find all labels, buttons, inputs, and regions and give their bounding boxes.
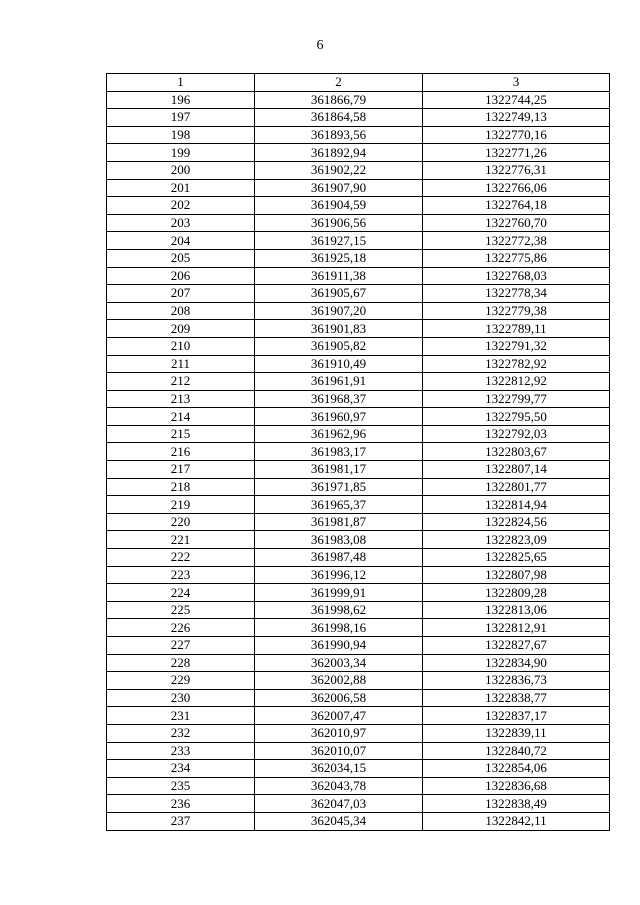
point-number-cell: 221 [107, 531, 255, 549]
x-coordinate-cell: 362010,07 [255, 742, 423, 760]
point-number-cell: 219 [107, 496, 255, 514]
x-coordinate-cell: 361866,79 [255, 91, 423, 109]
x-coordinate-cell: 362034,15 [255, 760, 423, 778]
y-coordinate-cell: 1322834,90 [423, 654, 610, 672]
x-coordinate-cell: 362045,34 [255, 812, 423, 830]
x-coordinate-cell: 361960,97 [255, 408, 423, 426]
table-row [107, 549, 610, 567]
page-number: 6 [316, 38, 324, 53]
y-coordinate-cell: 1322799,77 [423, 390, 610, 408]
x-coordinate-cell: 361906,56 [255, 214, 423, 232]
table-row [107, 355, 610, 373]
table-row [107, 109, 610, 127]
point-number-cell: 233 [107, 742, 255, 760]
table-row [107, 496, 610, 514]
y-coordinate-cell: 1322789,11 [423, 320, 610, 338]
table-row [107, 267, 610, 285]
table-row [107, 707, 610, 725]
table-body [107, 74, 610, 831]
x-coordinate-cell: 362003,34 [255, 654, 423, 672]
point-number-cell: 222 [107, 549, 255, 567]
point-number-cell: 224 [107, 584, 255, 602]
x-coordinate-cell: 361998,62 [255, 601, 423, 619]
x-coordinate-cell: 361925,18 [255, 249, 423, 267]
point-number-cell: 223 [107, 566, 255, 584]
x-coordinate-cell: 361990,94 [255, 637, 423, 655]
table-row [107, 760, 610, 778]
table-row [107, 408, 610, 426]
y-coordinate-cell: 1322809,28 [423, 584, 610, 602]
y-coordinate-cell: 1322812,91 [423, 619, 610, 637]
point-number-cell: 231 [107, 707, 255, 725]
x-coordinate-cell: 362006,58 [255, 689, 423, 707]
point-number-cell: 196 [107, 91, 255, 109]
x-coordinate-cell: 361904,59 [255, 197, 423, 215]
y-coordinate-cell: 1322836,73 [423, 672, 610, 690]
x-coordinate-cell: 361864,58 [255, 109, 423, 127]
point-number-cell: 232 [107, 724, 255, 742]
table-row [107, 689, 610, 707]
table-row [107, 724, 610, 742]
table-row [107, 320, 610, 338]
point-number-cell: 213 [107, 390, 255, 408]
y-coordinate-cell: 1322801,77 [423, 478, 610, 496]
point-number-cell: 208 [107, 302, 255, 320]
table-row [107, 91, 610, 109]
point-number-cell: 226 [107, 619, 255, 637]
table-row [107, 566, 610, 584]
point-number-cell: 209 [107, 320, 255, 338]
y-coordinate-cell: 1322814,94 [423, 496, 610, 514]
coordinates-table [106, 73, 610, 831]
x-coordinate-cell: 361987,48 [255, 549, 423, 567]
point-number-cell: 218 [107, 478, 255, 496]
point-number-cell: 203 [107, 214, 255, 232]
point-number-cell: 225 [107, 601, 255, 619]
y-coordinate-cell: 1322771,26 [423, 144, 610, 162]
table-row [107, 126, 610, 144]
point-number-cell: 229 [107, 672, 255, 690]
y-coordinate-cell: 1322836,68 [423, 777, 610, 795]
y-coordinate-cell: 1322795,50 [423, 408, 610, 426]
table-row [107, 390, 610, 408]
x-coordinate-cell: 361927,15 [255, 232, 423, 250]
point-number-cell: 230 [107, 689, 255, 707]
point-number-cell: 199 [107, 144, 255, 162]
point-number-cell: 201 [107, 179, 255, 197]
x-coordinate-cell: 361911,38 [255, 267, 423, 285]
point-number-cell: 216 [107, 443, 255, 461]
x-coordinate-cell: 362007,47 [255, 707, 423, 725]
point-number-cell: 198 [107, 126, 255, 144]
x-coordinate-cell: 361961,91 [255, 373, 423, 391]
point-number-cell: 220 [107, 513, 255, 531]
table-row [107, 373, 610, 391]
x-coordinate-cell: 361901,83 [255, 320, 423, 338]
table-row [107, 812, 610, 830]
table-row [107, 144, 610, 162]
table-row [107, 584, 610, 602]
table-row [107, 285, 610, 303]
x-coordinate-cell: 361907,20 [255, 302, 423, 320]
x-coordinate-cell: 361998,16 [255, 619, 423, 637]
y-coordinate-cell: 1322813,06 [423, 601, 610, 619]
x-coordinate-cell: 361983,17 [255, 443, 423, 461]
y-coordinate-cell: 1322791,32 [423, 337, 610, 355]
x-coordinate-cell: 362002,88 [255, 672, 423, 690]
y-coordinate-cell: 1322760,70 [423, 214, 610, 232]
y-coordinate-cell: 1322766,06 [423, 179, 610, 197]
point-number-cell: 211 [107, 355, 255, 373]
y-coordinate-cell: 1322778,34 [423, 285, 610, 303]
point-number-cell: 205 [107, 249, 255, 267]
point-number-cell: 214 [107, 408, 255, 426]
x-coordinate-cell: 362010,97 [255, 724, 423, 742]
y-coordinate-cell: 1322782,92 [423, 355, 610, 373]
point-number-cell: 200 [107, 161, 255, 179]
y-coordinate-cell: 1322807,98 [423, 566, 610, 584]
y-coordinate-cell: 1322842,11 [423, 812, 610, 830]
x-coordinate-cell: 362043,78 [255, 777, 423, 795]
table-row [107, 654, 610, 672]
x-coordinate-cell: 361983,08 [255, 531, 423, 549]
x-coordinate-cell: 361902,22 [255, 161, 423, 179]
x-coordinate-cell: 361971,85 [255, 478, 423, 496]
column-header-2: 2 [255, 74, 423, 92]
point-number-cell: 204 [107, 232, 255, 250]
x-coordinate-cell: 361968,37 [255, 390, 423, 408]
table-row [107, 637, 610, 655]
y-coordinate-cell: 1322792,03 [423, 425, 610, 443]
y-coordinate-cell: 1322827,67 [423, 637, 610, 655]
x-coordinate-cell: 361999,91 [255, 584, 423, 602]
x-coordinate-cell: 361910,49 [255, 355, 423, 373]
point-number-cell: 212 [107, 373, 255, 391]
column-header-3: 3 [423, 74, 610, 92]
y-coordinate-cell: 1322772,38 [423, 232, 610, 250]
y-coordinate-cell: 1322744,25 [423, 91, 610, 109]
x-coordinate-cell: 361893,56 [255, 126, 423, 144]
point-number-cell: 206 [107, 267, 255, 285]
table-row [107, 179, 610, 197]
y-coordinate-cell: 1322779,38 [423, 302, 610, 320]
point-number-cell: 235 [107, 777, 255, 795]
y-coordinate-cell: 1322838,49 [423, 795, 610, 813]
y-coordinate-cell: 1322775,86 [423, 249, 610, 267]
x-coordinate-cell: 361962,96 [255, 425, 423, 443]
y-coordinate-cell: 1322823,09 [423, 531, 610, 549]
x-coordinate-cell: 361981,17 [255, 461, 423, 479]
y-coordinate-cell: 1322776,31 [423, 161, 610, 179]
x-coordinate-cell: 361981,87 [255, 513, 423, 531]
y-coordinate-cell: 1322803,67 [423, 443, 610, 461]
y-coordinate-cell: 1322840,72 [423, 742, 610, 760]
point-number-cell: 197 [107, 109, 255, 127]
y-coordinate-cell: 1322768,03 [423, 267, 610, 285]
y-coordinate-cell: 1322807,14 [423, 461, 610, 479]
table-row [107, 742, 610, 760]
y-coordinate-cell: 1322839,11 [423, 724, 610, 742]
x-coordinate-cell: 361892,94 [255, 144, 423, 162]
table-row [107, 302, 610, 320]
y-coordinate-cell: 1322837,17 [423, 707, 610, 725]
x-coordinate-cell: 361905,82 [255, 337, 423, 355]
y-coordinate-cell: 1322764,18 [423, 197, 610, 215]
point-number-cell: 234 [107, 760, 255, 778]
table-row [107, 232, 610, 250]
x-coordinate-cell: 361905,67 [255, 285, 423, 303]
point-number-cell: 236 [107, 795, 255, 813]
x-coordinate-cell: 361965,37 [255, 496, 423, 514]
table-row [107, 425, 610, 443]
table-row [107, 672, 610, 690]
column-header-1: 1 [107, 74, 255, 92]
y-coordinate-cell: 1322749,13 [423, 109, 610, 127]
table-row [107, 478, 610, 496]
y-coordinate-cell: 1322838,77 [423, 689, 610, 707]
table-row [107, 513, 610, 531]
y-coordinate-cell: 1322824,56 [423, 513, 610, 531]
table-row [107, 777, 610, 795]
table-row [107, 214, 610, 232]
point-number-cell: 210 [107, 337, 255, 355]
point-number-cell: 217 [107, 461, 255, 479]
y-coordinate-cell: 1322825,65 [423, 549, 610, 567]
point-number-cell: 228 [107, 654, 255, 672]
y-coordinate-cell: 1322812,92 [423, 373, 610, 391]
table-row [107, 619, 610, 637]
point-number-cell: 202 [107, 197, 255, 215]
table-row [107, 795, 610, 813]
table-row [107, 197, 610, 215]
x-coordinate-cell: 361907,90 [255, 179, 423, 197]
table-row [107, 531, 610, 549]
x-coordinate-cell: 362047,03 [255, 795, 423, 813]
table-row [107, 161, 610, 179]
table-row [107, 249, 610, 267]
table-header-row [107, 74, 610, 92]
table-row [107, 337, 610, 355]
table-row [107, 461, 610, 479]
y-coordinate-cell: 1322854,06 [423, 760, 610, 778]
x-coordinate-cell: 361996,12 [255, 566, 423, 584]
point-number-cell: 227 [107, 637, 255, 655]
table-row [107, 601, 610, 619]
point-number-cell: 237 [107, 812, 255, 830]
y-coordinate-cell: 1322770,16 [423, 126, 610, 144]
table-row [107, 443, 610, 461]
point-number-cell: 215 [107, 425, 255, 443]
point-number-cell: 207 [107, 285, 255, 303]
